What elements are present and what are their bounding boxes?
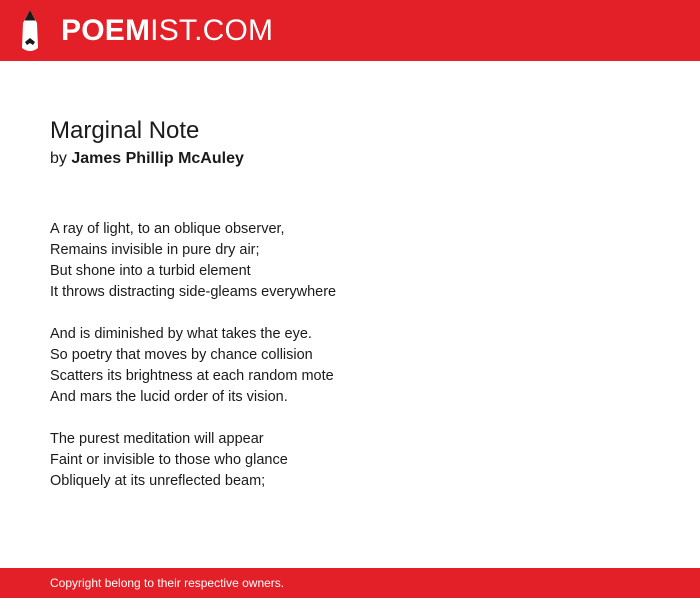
poem-stanza-3 xyxy=(50,429,650,492)
poem-line: Obliquely at its unreflected beam; xyxy=(50,473,266,489)
poem-body xyxy=(50,219,650,492)
poem-content xyxy=(50,116,650,513)
poem-stanza-2 xyxy=(50,324,650,408)
by-label: by xyxy=(50,150,67,167)
logo-text-light: IST.COM xyxy=(150,13,274,47)
poem-line: And mars the lucid order of its vision. xyxy=(50,389,288,405)
logo-text-bold: POEM xyxy=(61,13,151,47)
poem-line: But shone into a turbid element xyxy=(50,263,251,279)
poem-line: It throws distracting side-gleams everywhere xyxy=(50,284,337,300)
site-logo-link[interactable] xyxy=(17,10,273,52)
poem-line: Faint or invisible to those who glance xyxy=(50,452,288,468)
poem-title: Marginal Note xyxy=(50,117,200,144)
poem-line: And is diminished by what takes the eye. xyxy=(50,326,312,342)
poem-line: A ray of light, to an oblique observer, xyxy=(50,221,285,237)
site-footer xyxy=(0,568,700,598)
site-logo-text xyxy=(61,13,274,47)
poem-byline xyxy=(50,147,650,171)
poem-line: So poetry that moves by chance collision xyxy=(50,347,313,363)
site-header xyxy=(0,0,700,61)
poem-author: James Phillip McAuley xyxy=(71,150,244,167)
poem-line: Remains invisible in pure dry air; xyxy=(50,242,260,258)
copyright-text: Copyright belong to their respective owners. xyxy=(50,576,285,590)
poem-stanza-1 xyxy=(50,219,650,303)
poem-line: The purest meditation will appear xyxy=(50,431,264,447)
pencil-tip-icon xyxy=(17,10,43,52)
poem-line: Scatters its brightness at each random mote xyxy=(50,368,334,384)
